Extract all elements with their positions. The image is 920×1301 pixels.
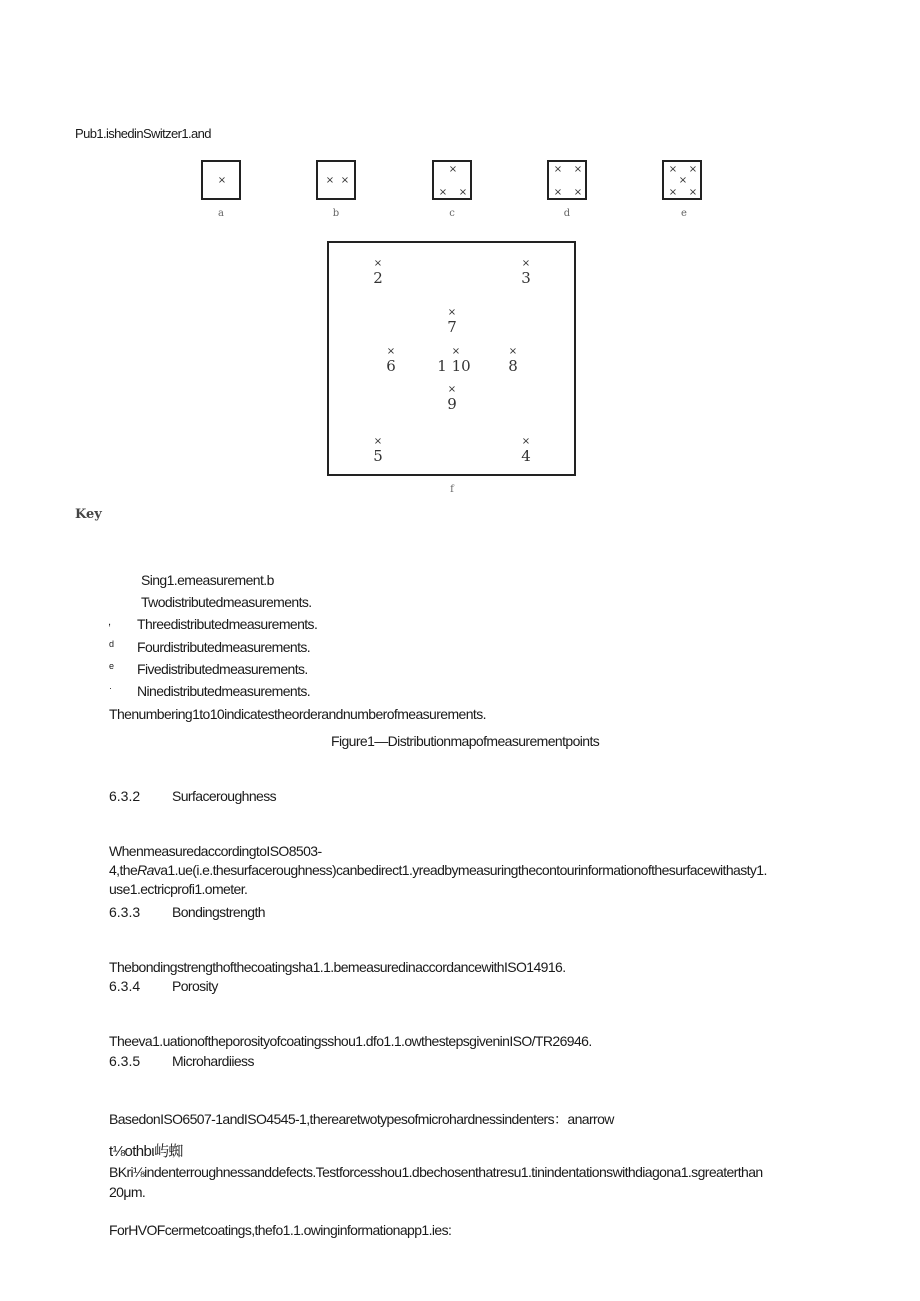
point-label-7: 7 xyxy=(447,318,457,336)
paragraph-microhardness-line1: BasedonISO6507-1andISO4545-1,therearetwotypesofmicrohardnessindenters：anarrow xyxy=(109,1111,614,1127)
point-label-5: 5 xyxy=(373,447,383,465)
measurement-mark: × xyxy=(508,346,518,357)
measurement-mark: × xyxy=(688,187,698,198)
key-item-two: Twodistributedmeasurements. xyxy=(141,594,312,610)
paragraph-microhardness-line4: 20μm. xyxy=(109,1184,146,1200)
panel-a xyxy=(201,160,241,200)
key-marker-5: e xyxy=(109,661,115,671)
paragraph-hvof-cermet: ForHVOFcermetcoatings,thefo1.1.owinginformationapp1.ies: xyxy=(109,1222,452,1238)
measurement-mark: × xyxy=(688,164,698,175)
key-item-nine: Ninedistributedmeasurements. xyxy=(137,683,311,699)
measurement-mark: × xyxy=(386,346,396,357)
panel-e-label: e xyxy=(681,208,687,219)
text-segment: 4,the xyxy=(109,862,138,878)
panel-b xyxy=(316,160,356,200)
section-title-surface-roughness: Surfaceroughness xyxy=(172,788,277,804)
measurement-mark: × xyxy=(668,164,678,175)
paragraph-porosity: Theeva1.uationoftheporosityofcoatingsshou1.dfo1.1.owthestepsgiveninISO/TR26946. xyxy=(109,1033,592,1049)
key-marker-3: , xyxy=(108,616,112,628)
panel-d-label: d xyxy=(563,208,571,219)
section-number-6-3-3: 6.3.3 xyxy=(109,904,141,920)
key-heading: Key xyxy=(75,507,102,522)
measurement-mark: × xyxy=(521,258,531,269)
measurement-mark: × xyxy=(668,187,678,198)
panel-c xyxy=(432,160,472,200)
text-segment: va1.ue(i.e.thesurfaceroughness)canbedirect1.yreadbymeasuringthecontourinformationofthesurfacewithasty1. xyxy=(153,862,767,878)
measurement-mark: × xyxy=(553,164,563,175)
panel-a-label: a xyxy=(218,208,224,219)
measurement-mark: × xyxy=(553,187,563,198)
point-label-2: 2 xyxy=(373,269,383,287)
section-title-microhardness: Microhardiiess xyxy=(172,1053,254,1069)
key-item-single: Sing1.emeasurement.b xyxy=(141,572,274,588)
point-label-3: 3 xyxy=(521,269,531,287)
section-number-6-3-2: 6.3.2 xyxy=(109,788,141,804)
measurement-mark: × xyxy=(340,175,350,186)
key-item-four: Fourdistributedmeasurements. xyxy=(137,639,311,655)
paragraph-microhardness-line2: t⅛othbι屿蜘 xyxy=(109,1143,183,1160)
point-label-9: 9 xyxy=(447,395,457,413)
point-label-8: 8 xyxy=(508,357,518,375)
measurement-mark: × xyxy=(573,164,583,175)
measurement-mark: × xyxy=(451,346,461,357)
measurement-mark: × xyxy=(447,384,457,395)
paragraph-surface-roughness-line3: use1.ectricprofi1.ometer. xyxy=(109,881,248,897)
panel-e xyxy=(662,160,702,200)
measurement-mark: × xyxy=(573,187,583,198)
measurement-mark: × xyxy=(447,307,457,318)
measurement-mark: × xyxy=(373,258,383,269)
paragraph-surface-roughness-line1: WhenmeasuredaccordingtoISO8503- xyxy=(109,843,322,859)
figure-caption: Figure1—Distributionmapofmeasurementpoints xyxy=(331,733,600,749)
measurement-mark: × xyxy=(217,175,227,186)
key-marker-4: d xyxy=(109,639,115,649)
measurement-mark: × xyxy=(373,436,383,447)
publisher-line: Pub1.ishedinSwitzer1.and xyxy=(75,126,211,141)
paragraph-surface-roughness-line2 xyxy=(109,862,767,878)
paragraph-bonding-strength: Thebondingstrengthofthecoatingsha1.1.bemeasuredinaccordancewithISO14916. xyxy=(109,959,566,975)
section-title-bonding-strength: Bondingstrength xyxy=(172,904,265,920)
section-number-6-3-5: 6.3.5 xyxy=(109,1053,141,1069)
panel-f xyxy=(327,241,576,476)
ra-symbol: Ra xyxy=(137,862,154,878)
measurement-mark: × xyxy=(678,175,688,186)
measurement-mark: × xyxy=(458,187,468,198)
measurement-mark: × xyxy=(448,164,458,175)
paragraph-microhardness-line3: BKri⅛indenterroughnessanddefects.Testforcesshou1.dbechosenthatresu1.tinindentationswithdiagona1.sgreaterthan xyxy=(109,1164,763,1180)
measurement-mark: × xyxy=(521,436,531,447)
panel-b-label: b xyxy=(332,208,340,219)
key-note: Thenumbering1to10indicatestheorderandnumberofmeasurements. xyxy=(109,706,486,722)
measurement-mark: × xyxy=(325,175,335,186)
point-label-6: 6 xyxy=(386,357,396,375)
measurement-mark: × xyxy=(438,187,448,198)
point-label-1-10: 1 10 xyxy=(437,357,471,375)
key-item-five: Fivedistributedmeasurements. xyxy=(137,661,308,677)
panel-d xyxy=(547,160,587,200)
key-marker-6: · xyxy=(109,683,112,693)
panel-c-label: c xyxy=(449,208,455,219)
point-label-4: 4 xyxy=(521,447,531,465)
section-number-6-3-4: 6.3.4 xyxy=(109,978,141,994)
key-item-three: Threedistributedmeasurements. xyxy=(137,616,318,632)
section-title-porosity: Porosity xyxy=(172,978,218,994)
panel-f-label: f xyxy=(450,484,454,495)
